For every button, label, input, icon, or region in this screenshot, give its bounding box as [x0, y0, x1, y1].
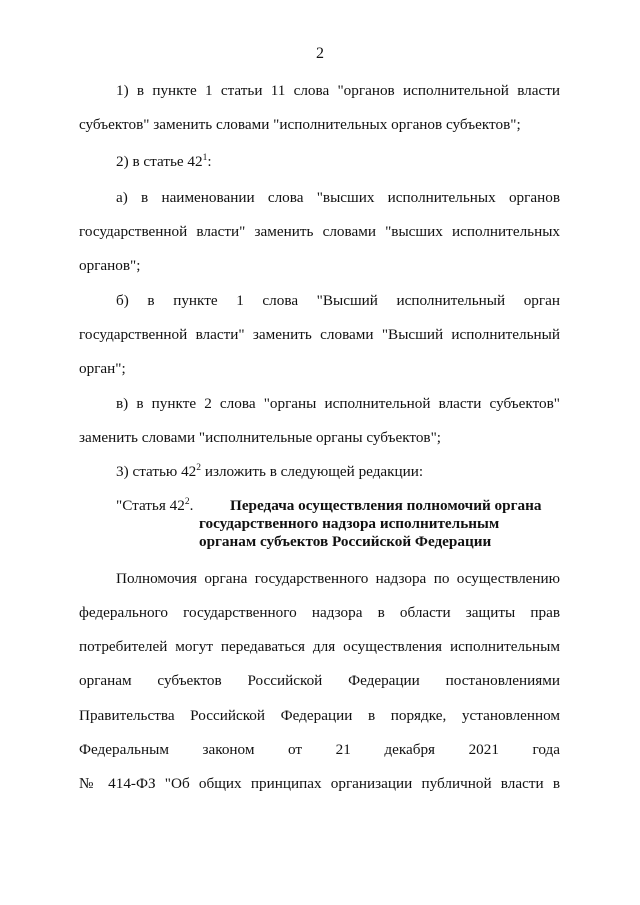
paragraph-line: потребителей могут передаваться для осуществления исполнительным: [79, 638, 560, 655]
paragraph-line: заменить словами "исполнительные органы субъектов";: [79, 429, 442, 446]
article-title-line: государственного надзора исполнительным: [199, 515, 500, 532]
paragraph-line: государственной власти" заменить словами "высших исполнительных: [79, 223, 560, 240]
paragraph-line: 2) в статье $42^1$:: [116, 153, 212, 170]
superscript: 2: [196, 463, 202, 473]
paragraph-line: в) в пункте 2 слова "органы исполнительной власти субъектов": [116, 395, 560, 412]
paragraph-line: федерального государственного надзора в области защиты прав: [79, 604, 560, 621]
article-label: "Статья $42^2$.: [116, 497, 194, 514]
paragraph-line: Полномочия органа государственного надзора по осуществлению: [116, 570, 560, 587]
superscript: 1: [202, 153, 208, 163]
paragraph-line: органам субъектов Российской Федерации постановлениями: [79, 672, 560, 689]
paragraph-line: б) в пункте 1 слова "Высший исполнительный орган: [116, 292, 560, 309]
superscript: 2: [184, 497, 190, 507]
paragraph-line: 3) статью $42^2$ изложить в следующей редакции:: [116, 463, 424, 480]
paragraph-line: № 414-ФЗ "Об общих принципах организации публичной власти в: [79, 775, 560, 792]
paragraph-line: Правительства Российской Федерации в порядке, установленном: [79, 707, 560, 724]
paragraph-line: субъектов" заменить словами "исполнительных органов субъектов";: [79, 116, 521, 133]
paragraph-line: Федеральным законом от 21 декабря 2021 года: [79, 741, 560, 758]
article-title-line: органам субъектов Российской Федерации: [199, 533, 492, 550]
page-number: 2: [316, 45, 324, 62]
paragraph-line: а) в наименовании слова "высших исполнительных органов: [116, 189, 560, 206]
paragraph-line: 1) в пункте 1 статьи 11 слова "органов исполнительной власти: [116, 82, 560, 99]
article-title-line: Передача осуществления полномочий органа: [230, 497, 542, 514]
paragraph-line: государственной власти" заменить словами "Высший исполнительный: [79, 326, 560, 343]
paragraph-line: орган";: [79, 360, 126, 377]
paragraph-line: органов";: [79, 257, 141, 274]
